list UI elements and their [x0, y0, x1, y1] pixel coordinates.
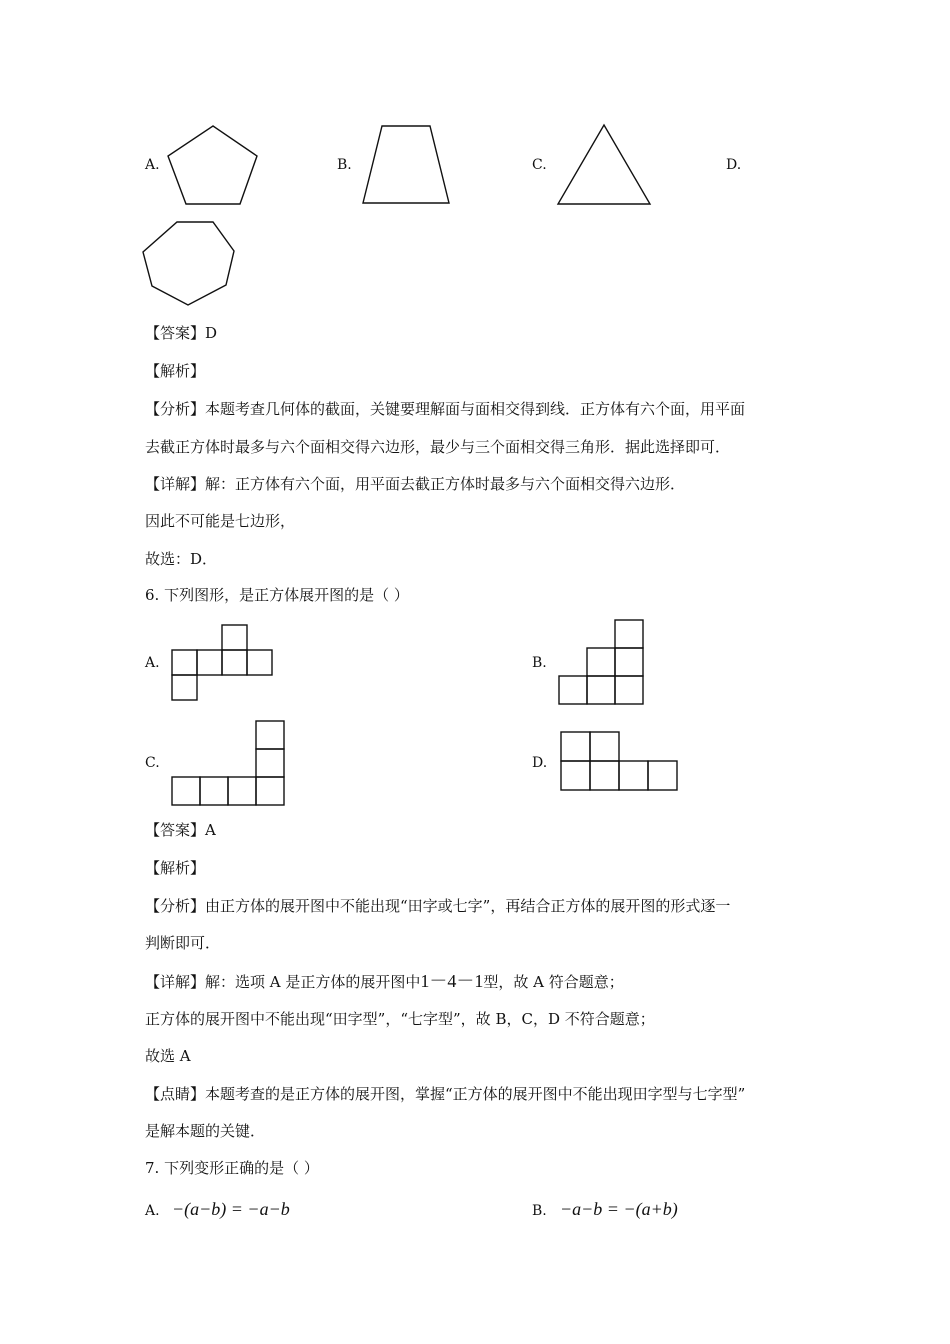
pentagon-figure: [160, 120, 270, 210]
q5-reason: 因此不可能是七边形，: [145, 512, 296, 530]
q6-option-d-label: D.: [532, 755, 548, 771]
q6-title: 6. 下列图形，是正方体展开图的是（ ）: [145, 586, 409, 604]
q6-option-b-label: B.: [532, 655, 547, 671]
q5-detail: 【详解】解：正方体有六个面，用平面去截正方体时最多与六个面相交得六边形．: [145, 475, 686, 493]
q7-title: 7. 下列变形正确的是（ ）: [145, 1159, 319, 1177]
q6-option-c-label: C.: [145, 755, 160, 771]
q6-comment-line-1: 【点睛】本题考查的是正方体的展开图，掌握“正方体的展开图中不能出现田字型与七字型”: [145, 1085, 746, 1103]
q6-answer: 【答案】A: [145, 821, 216, 839]
q5-option-c-label: C.: [532, 157, 547, 173]
q5-option-d-label: D.: [726, 157, 742, 173]
q6-detail-prefix: 【详解】解：选项 A 是正方体的展开图中: [145, 973, 421, 991]
q6-detail-suffix: 型，故 A 符合题意；: [483, 973, 624, 991]
q6-analysis-line-1: 【分析】由正方体的展开图中不能出现“田字或七字”，再结合正方体的展开图的形式逐一: [145, 897, 731, 915]
q7-option-a-formula: −(a−b) = −a−b: [172, 1199, 290, 1219]
net-figure-c: [171, 720, 289, 808]
q6-detail: [145, 971, 624, 992]
q5-analysis-line-2: 去截正方体时最多与六个面相交得六边形，最少与三个面相交得三角形．据此选择即可．: [145, 438, 731, 456]
q6-option-a-label: A.: [145, 655, 160, 671]
net-figure-d: [560, 731, 682, 795]
q6-detail-line-2: 正方体的展开图中不能出现“田字型”，“七字型”，故 B，C，D 不符合题意；: [145, 1010, 655, 1028]
q7-option-a-label: A.: [145, 1203, 160, 1219]
triangle-figure: [552, 120, 662, 210]
q5-option-a-label: A.: [145, 157, 160, 173]
q6-choice: 故选 A: [145, 1047, 191, 1065]
q5-choice: 故选：D．: [145, 550, 218, 568]
q5-analysis-heading: 【解析】: [145, 362, 206, 380]
heptagon-figure: [138, 218, 238, 310]
q7-option-b-label: B.: [532, 1203, 547, 1219]
q5-answer: 【答案】D: [145, 324, 218, 342]
net-figure-b: [559, 619, 649, 707]
q5-analysis-line-1: 【分析】本题考查几何体的截面，关键要理解面与面相交得到线．正方体有六个面，用平面: [145, 400, 746, 418]
q5-option-b-label: B.: [337, 157, 352, 173]
net-figure-a: [170, 624, 276, 704]
q6-analysis-heading: 【解析】: [145, 859, 206, 877]
q6-analysis-line-2: 判断即可．: [145, 934, 221, 952]
trapezoid-figure: [360, 120, 460, 210]
q6-detail-formula: 1－4－1: [420, 971, 484, 991]
q7-option-b-formula: −a−b = −(a+b): [560, 1199, 678, 1219]
q6-comment-line-2: 是解本题的关键．: [145, 1122, 266, 1140]
